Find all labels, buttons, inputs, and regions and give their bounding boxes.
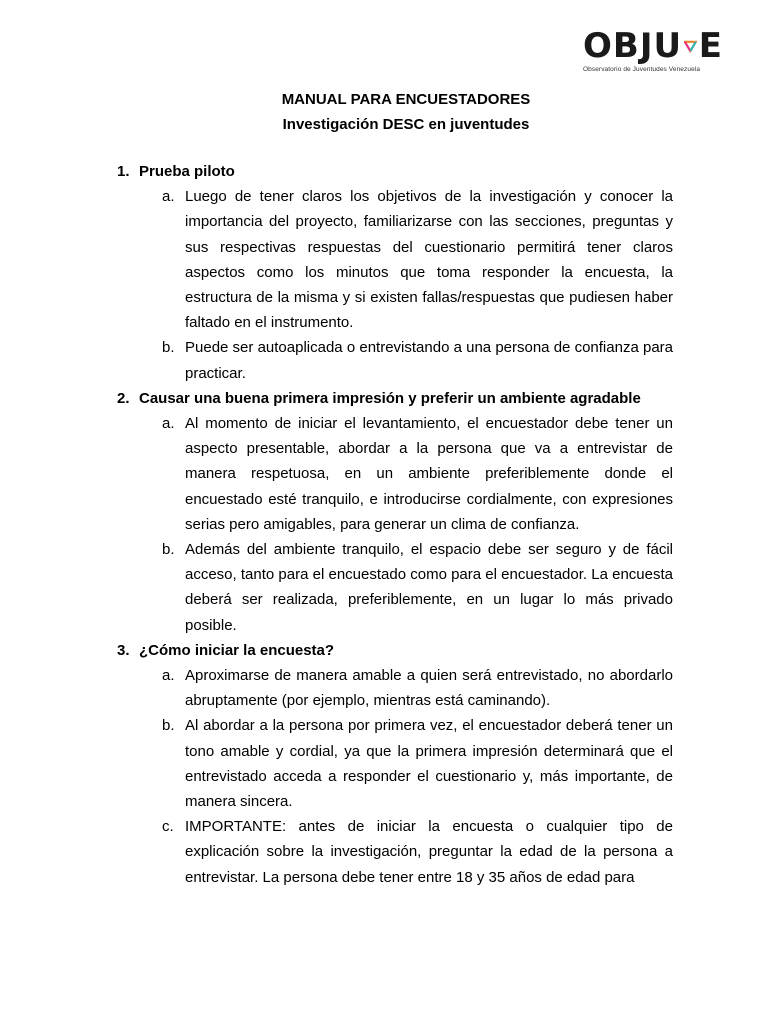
- list-item-text: Al abordar a la persona por primera vez, el encuestador deberá tener un tono amable y cordial, ya que la primera impresión determinará que el entrevistado acceda a responder el cuestionario y, más importante, de manera sincera.: [185, 717, 673, 811]
- section: [117, 638, 673, 890]
- section: [117, 159, 673, 386]
- list-item-letter: b.: [162, 717, 175, 735]
- document-header: [0, 87, 768, 137]
- logo: [583, 28, 723, 72]
- section-heading: [117, 638, 673, 663]
- list-item-letter: a.: [162, 667, 175, 685]
- section-heading: [117, 159, 673, 184]
- list-item: [162, 335, 673, 385]
- list-item-letter: a.: [162, 188, 175, 206]
- list-item: [162, 713, 673, 814]
- document-body: [117, 159, 673, 890]
- list-item-letter: a.: [162, 415, 175, 433]
- list-item: [162, 537, 673, 638]
- section-heading-text: Prueba piloto: [139, 163, 235, 180]
- section: [117, 386, 673, 638]
- document-title: MANUAL PARA ENCUESTADORES: [281, 91, 531, 108]
- list-item: [162, 663, 673, 713]
- list-item-text: IMPORTANTE: antes de iniciar la encuesta o cualquier tipo de explicación sobre la investigación, preguntar la edad de la persona a entrevistar. La persona debe tener entre 18 y 35 años de edad para: [185, 818, 673, 886]
- list-item: [162, 184, 673, 335]
- section-heading: [117, 386, 673, 411]
- logo-subtitle: Observatorio de Juventudes Venezuela: [583, 66, 701, 73]
- section-number: 1.: [117, 163, 130, 180]
- list-item-letter: b.: [162, 541, 175, 559]
- list-item-text: Luego de tener claros los objetivos de la investigación y conocer la importancia del proyecto, familiarizarse con las secciones, preguntas y sus respectivas respuestas del cuestionario permitirá tener claros aspectos como los minutos que toma responder la encuesta, la estructura de la misma y si existen fallas/respuestas que pudiesen haber faltado en el instrumento.: [185, 188, 673, 332]
- list-item-letter: c.: [162, 818, 174, 836]
- list-item: [162, 814, 673, 890]
- list-item-text: Aproximarse de manera amable a quien será entrevistado, no abordarlo abruptamente (por ejemplo, mientras está caminando).: [185, 667, 673, 710]
- logo-text-right: E: [698, 26, 723, 66]
- list-item-text: Además del ambiente tranquilo, el espacio debe ser seguro y de fácil acceso, tanto para el encuestado como para el encuestador. La encuesta deberá ser realizada, preferiblemente, en un lugar lo más privado posible.: [185, 541, 673, 634]
- section-number: 2.: [117, 389, 130, 407]
- logo-text-left: OBJU: [583, 26, 683, 66]
- list-item: [162, 411, 673, 537]
- section-heading-text: ¿Cómo iniciar la encuesta?: [139, 641, 335, 659]
- section-heading-text: Causar una buena primera impresión y preferir un ambiente agradable: [139, 389, 641, 407]
- list-item-text: Al momento de iniciar el levantamiento, el encuestador debe tener un aspecto presentable, abordar a la persona que va a entrevistar de manera respetuosa, en un ambiente preferiblemente donde el encuestado esté tranquilo, e introducirse cordialmente, con expresiones serias pero amigables, para generar un clima de confianza.: [185, 415, 673, 533]
- list-item-letter: b.: [162, 339, 175, 357]
- section-number: 3.: [117, 641, 130, 659]
- list-item-text: Puede ser autoaplicada o entrevistando a una persona de confianza para practicar.: [185, 339, 673, 382]
- logo-triangle-icon: [684, 31, 697, 61]
- document-subtitle: Investigación DESC en juventudes: [282, 116, 530, 133]
- logo-wordmark: [583, 28, 723, 64]
